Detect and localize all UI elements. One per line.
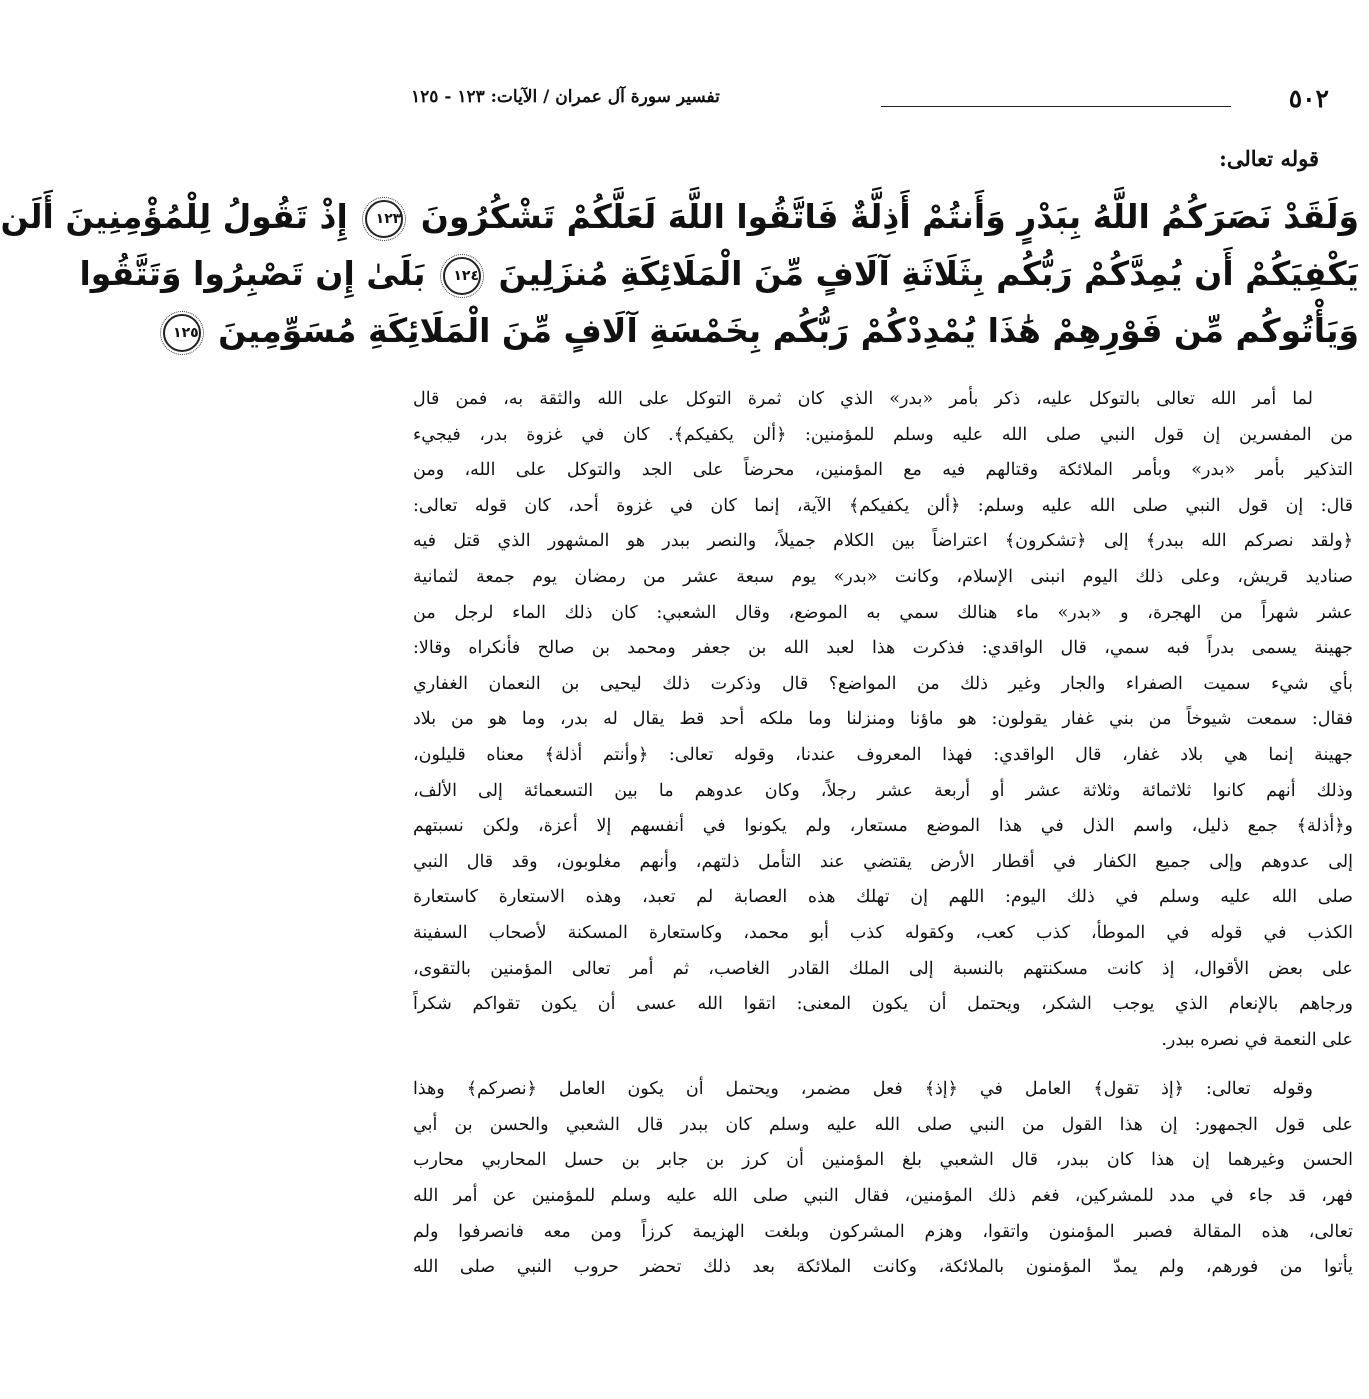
text-line: إلى عدوهم وإلى جميع الكفار في أقطار الأرض يقتضي عند التأمل ذلتهم، وأنهم مغلوبون، وقد قال النبي — [413, 851, 1353, 872]
text-line: قال: إن قول النبي صلى الله عليه وسلم: ﴿ألن يكفيكم﴾ الآية، إنما كان في غزوة أحد، كان قوله تعالى: — [413, 495, 1353, 516]
ayah-number-marker: ١٢٥ — [163, 314, 201, 352]
text-line: على قول الجمهور: إن هذا القول من النبي صلى الله عليه وسلم كان ببدر قال الشعبي والحسن بن أبي — [413, 1114, 1353, 1135]
verse-text: وَلَقَدْ نَصَرَكُمُ اللَّهُ بِبَدْرٍ وَأَنتُمْ أَذِلَّةٌ فَاتَّقُوا اللَّهَ لَعَلَّكُمْ تَشْكُرُونَ — [420, 197, 1359, 236]
text-line: صلى الله عليه وسلم في ذلك اليوم: اللهم إن تهلك هذه العصابة لم تعبد، وهذه الاستعارة كاستعارة — [413, 887, 1353, 908]
verse-text: يَكْفِيَكُمْ أَن يُمِدَّكُمْ رَبُّكُم بِثَلَاثَةِ آلَافٍ مِّنَ الْمَلَائِكَةِ مُنزَلِينَ — [498, 254, 1359, 293]
text-line: تعالى، هذه المقالة فصبر المؤمنون واتقوا، وهزم المشركون وبلغت الهزيمة كرزاً ومن معه فانصرفوا ولم — [413, 1221, 1353, 1242]
running-header — [411, 82, 1341, 122]
text-line: فهر، قد جاء في مدد للمشركين، فغم ذلك المؤمنين، فقال النبي صلى الله عليه وسلم للمؤمنين عن أمر الله — [413, 1186, 1353, 1207]
verse-line — [79, 245, 1359, 302]
text-line: لما أمر الله تعالى بالتوكل عليه، ذكر بأمر «بدر» الذي كان ثمرة التوكل على الله والثقة به، فمن قال — [413, 389, 1313, 409]
text-line: وقوله تعالى: ﴿إذ تقول﴾ العامل في ﴿إذ﴾ فعل مضمر، ويحتمل أن يكون العامل ﴿نصركم﴾ وهذا — [413, 1079, 1313, 1100]
text-line: ﴿ولقد نصركم الله ببدر﴾ إلى ﴿تشكرون﴾ اعتراضاً بين الكلام جميلاً، والنصر ببدر هو المشهور الذي قتل فيه — [413, 531, 1353, 552]
quran-verse-block — [0, 188, 1359, 359]
verse-text: وَيَأْتُوكُم مِّن فَوْرِهِمْ هَٰذَا يُمْدِدْكُمْ رَبُّكُم بِخَمْسَةِ آلَافٍ مِّنَ الْمَلَائِكَةِ مُسَوِّمِينَ — [218, 311, 1359, 350]
text-line: الحسن وغيرهما إن هذا كان ببدر، قال الشعبي بلغ المؤمنين أن كرز بن جابر بن حسل المحاربي محارب — [413, 1150, 1353, 1171]
commentary-text — [413, 382, 1353, 1286]
verse-line — [0, 188, 1359, 245]
header-rule — [881, 106, 1231, 107]
text-line: على بعض الأقوال، إذ كانت مسكنتهم بالنسبة إلى الملك القادر الغاصب، ثم أمر تعالى المؤمنين بالتقوى، — [413, 958, 1353, 979]
verse-line — [173, 302, 1359, 359]
page-number: ٥٠٢ — [1288, 84, 1329, 113]
text-line: ورجاهم بالإنعام الذي يوجب الشكر، ويحتمل أن يكون المعنى: اتقوا الله عسى أن يكون تقواكم شكراً — [413, 994, 1353, 1015]
ayah-number-marker: ١٢٤ — [443, 257, 481, 295]
text-line: الكذب في قوله في الموطأ، كذب كعب، وكقوله كذب أبو محمد، وكاستعارة المسكنة لأصحاب السفينة — [413, 922, 1353, 943]
text-line: جهينة إنما هي بلاد غفار، قال الواقدي: فهذا المعروف عندنا، وقوله تعالى: ﴿وأنتم أذلة﴾ معناه قليلون، — [413, 744, 1353, 765]
text-line: يأتوا من فورهم، ولم يمدّ المؤمنون بالملائكة، وكانت الملائكة بعد ذلك تحضر حروب النبي صلى الله — [413, 1257, 1353, 1278]
text-line: من المفسرين إن قول النبي صلى الله عليه وسلم للمؤمنين: ﴿ألن يكفيكم﴾. كان في غزوة بدر، فيجيء — [413, 424, 1353, 445]
intro-label: قوله تعالى: — [1219, 146, 1319, 171]
ayah-number-marker: ١٢٣ — [365, 200, 403, 238]
text-line: و﴿أذلة﴾ جمع ذليل، واسم الذل في هذا الموضع مستعار، ولم يكونوا في أنفسهم إلا أعزة، ولكن نسبتهم — [413, 816, 1353, 837]
paragraph-gap — [413, 1058, 1353, 1072]
text-line: عشر شهراً من الهجرة، و «بدر» ماء هنالك سمي به الموضع، وقال الشعبي: كان ذلك الماء لرجل من — [413, 602, 1353, 623]
text-line: جهينة يسمى بدراً فبه سمي، قال الواقدي: فذكرت هذا لعبد الله بن جعفر ومحمد بن صالح فأنكراه وقالا: — [413, 638, 1353, 659]
text-line: وذلك أنهم كانوا ثلاثمائة وثلاثة عشر أو أربعة عشر رجلاً، وكان عدوهم ما بين التسعمائة إلى الألف، — [413, 780, 1353, 801]
verse-text: بَلَىٰ إِن تَصْبِرُوا وَتَتَّقُوا — [79, 254, 426, 293]
verse-text: إِذْ تَقُولُ لِلْمُؤْمِنِينَ أَلَن — [0, 197, 348, 236]
header-title: تفسير سورة آل عمران / الآيات: ١٢٣ - ١٢٥ — [411, 87, 720, 107]
text-line: على النعمة في نصره ببدر. — [1161, 1029, 1353, 1050]
text-line: بأي شيء سميت الصفراء والجار وغير ذلك من المواضع؟ قال وذكرت ذلك ليحيى بن النعمان الغفاري — [413, 673, 1353, 694]
text-line: فقال: سمعت شيوخاً من بني غفار يقولون: هو ماؤنا ومنزلنا وما ملكه أحد قط يقال له بدر، وما هو من بلاد — [413, 709, 1353, 730]
text-line: التذكير بأمر «بدر» وبأمر الملائكة وقتالهم فيه مع المؤمنين، محرضاً على الجد والتوكل على الله، ومن — [413, 460, 1353, 481]
text-line: صناديد قريش، وعلى ذلك اليوم انبنى الإسلام، وكانت «بدر» يوم سبعة عشر من رمضان يوم جمعة لثمانية — [413, 566, 1353, 587]
